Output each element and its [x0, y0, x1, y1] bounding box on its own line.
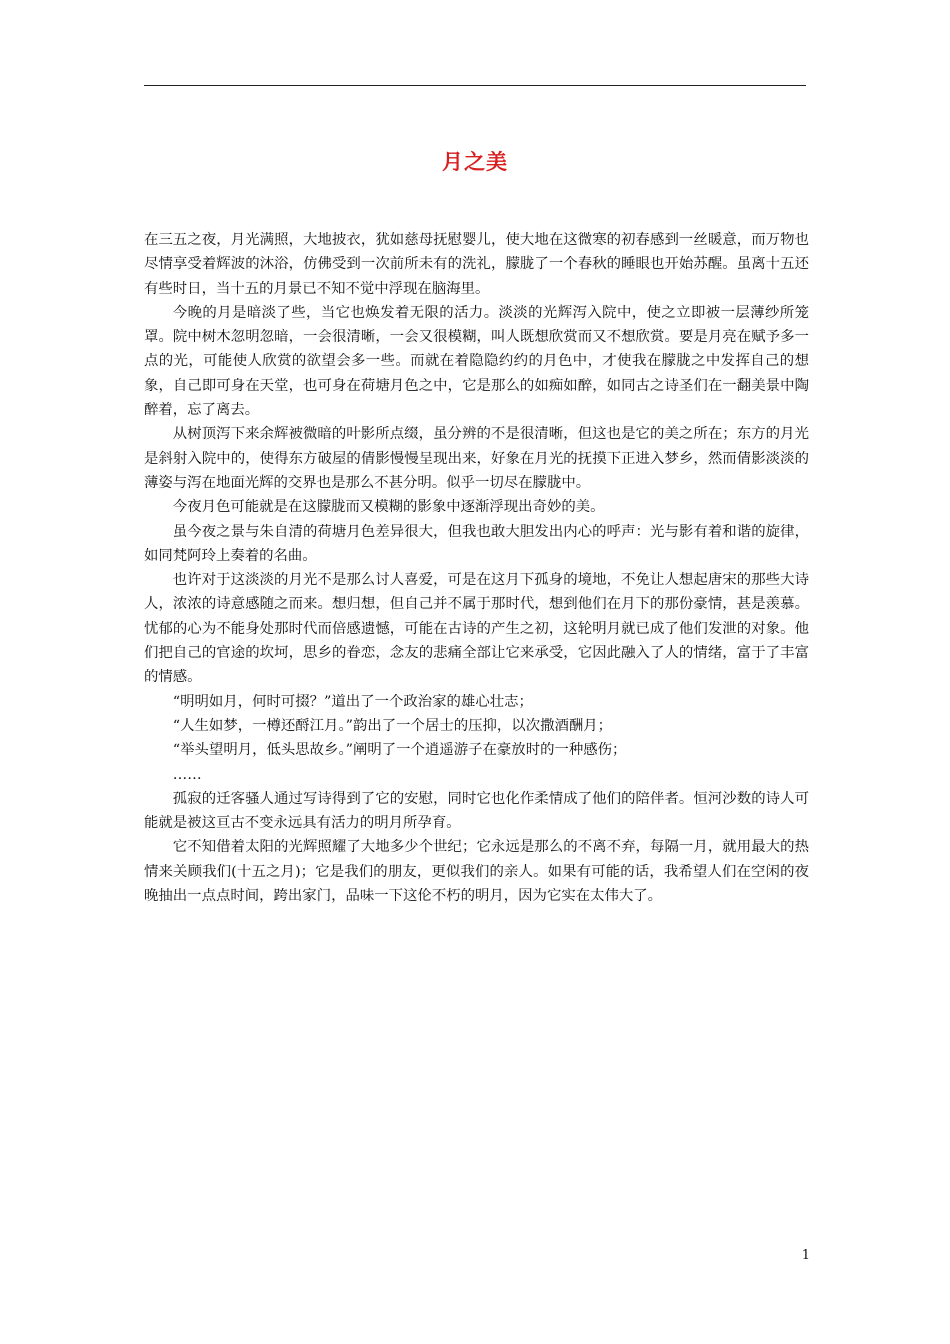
poem-quote: “明明如月，何时可掇？”道出了一个政治家的雄心壮志；: [172, 693, 533, 710]
paragraph: 从树顶泻下来余辉被微暗的叶影所点缀，虽分辨的不是很清晰，但这也是它的美之所在；东方的月光是斜射入院中的，使得东方破屋的倩影慢慢呈现出来，好象在月光的抚摸下正进入梦乡，然而倩影淡淡的薄姿与泻在地面光辉的交界也是那么不甚分明。似乎一切尽在朦胧中。: [144, 426, 809, 491]
poem-quote: “举头望明月，低头思故乡。”阐明了一个逍遥游子在豪放时的一种感伤；: [172, 742, 627, 759]
paragraph: 在三五之夜，月光满照，大地披衣，犹如慈母抚慰婴儿，使大地在这微寒的初春感到一丝暖意，而万物也尽情享受着辉波的沐浴，仿佛受到一次前所未有的洗礼，朦胧了一个春秋的睡眼也开始苏醒。虽离十五还有些时日，当十五的月景已不知不觉中浮现在脑海里。: [144, 232, 809, 297]
paragraph: 今夜月色可能就是在这朦胧而又模糊的影象中逐渐浮现出奇妙的美。: [172, 499, 605, 516]
ellipsis: ……: [172, 766, 202, 783]
paragraph: 今晚的月是暗淡了些，当它也焕发着无限的活力。淡淡的光辉泻入院中，使之立即被一层薄纱所笼罩。院中树木忽明忽暗，一会很清晰，一会又很模糊，叫人既想欣赏而又不想欣赏。要是月亮在赋予多一点的光，可能使人欣赏的欲望会多一些。而就在着隐隐约约的月色中，才使我在朦胧之中发挥自己的想象，自己即可身在天堂，也可身在荷塘月色之中，它是那么的如痴如醉，如同古之诗圣们在一翻美景中陶醉着，忘了离去。: [144, 304, 809, 419]
article-body: [144, 228, 809, 908]
page-title: 月之美: [442, 149, 508, 174]
paragraph: 它不知借着太阳的光辉照耀了大地多少个世纪；它永远是那么的不离不弃，每隔一月，就用最大的热情来关顾我们(十五之月)；它是我们的朋友，更似我们的亲人。如果有可能的话，我希望人们在空闲的夜晚抽出一点点时间，跨出家门，品味一下这伦不朽的明月，因为它实在太伟大了。: [144, 839, 809, 905]
paragraph: 虽今夜之景与朱自清的荷塘月色差异很大，但我也敢大胆发出内心的呼声：光与影有着和谐的旋律，如同梵阿玲上奏着的名曲。: [144, 523, 809, 564]
header-rule: [144, 85, 806, 86]
paragraph: 孤寂的迁客骚人通过写诗得到了它的安慰，同时它也化作柔情成了他们的陪伴者。恒河沙数的诗人可能就是被这亘古不变永远具有活力的明月所孕育。: [144, 790, 809, 832]
paragraph: 也许对于这淡淡的月光不是那么讨人喜爱，可是在这月下孤身的境地，不免让人想起唐宋的那些大诗人，浓浓的诗意感随之而来。想归想，但自己并不属于那时代，想到他们在月下的那份豪情，甚是羡慕。忧郁的心为不能身处那时代而倍感遗憾，可能在古诗的产生之初，这轮明月就已成了他们发泄的对象。他们把自己的官途的坎坷，思乡的眷恋，念友的悲痛全部让它来承受，它因此融入了人的情绪，富于了丰富的情感。: [144, 572, 809, 686]
page-number: 1: [801, 1248, 810, 1263]
poem-quote: “人生如梦，一樽还酹江月。”韵出了一个居士的压抑，以次撒酒酬月；: [172, 717, 613, 734]
